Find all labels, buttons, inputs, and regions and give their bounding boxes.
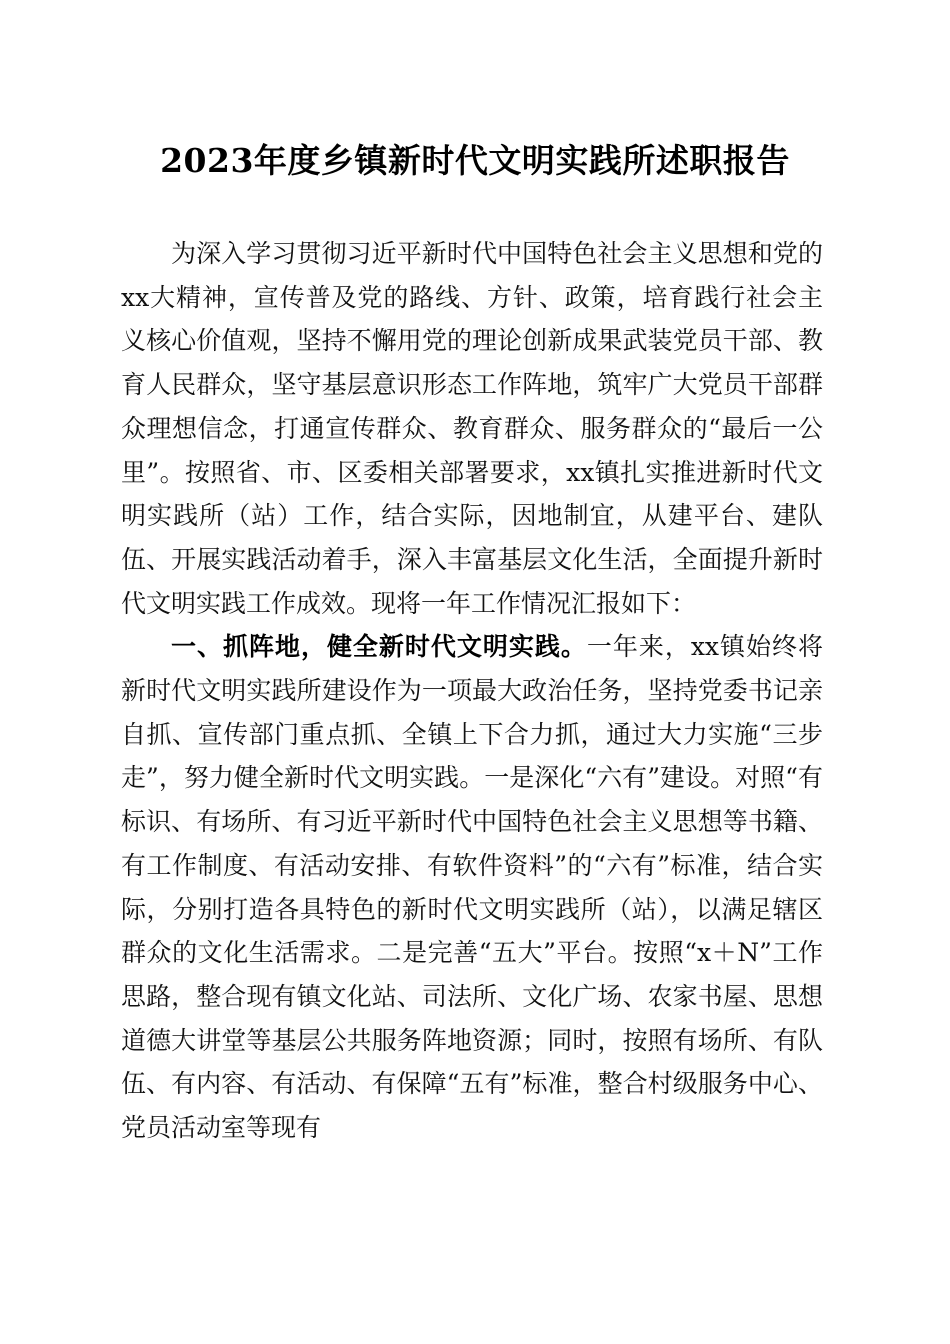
section-1-heading: 一、抓阵地，健全新时代文明实践。 <box>171 632 587 662</box>
section-1-paragraph <box>121 625 823 1149</box>
section-1-body: 一年来，xx镇始终将新时代文明实践所建设作为一项最大政治任务，坚持党委书记亲自抓、宣传部门重点抓、全镇上下合力抓，通过大力实施“三步走”，努力健全新时代文明实践。一是深化“六有”建设。对照“有标识、有场所、有习近平新时代中国特色社会主义思想等书籍、有工作制度、有活动安排、有软件资料”的“六有”标准，结合实际，分别打造各具特色的新时代文明实践所（站），以满足辖区群众的文化生活需求。二是完善“五大”平台。按照“x＋N”工作思路，整合现有镇文化站、司法所、文化广场、农家书屋、思想道德大讲堂等基层公共服务阵地资源；同时，按照有场所、有队伍、有内容、有活动、有保障“五有”标准，整合村级服务中心、党员活动室等现有 <box>121 632 823 1143</box>
intro-paragraph: 为深入学习贯彻习近平新时代中国特色社会主义思想和党的xx大精神，宣传普及党的路线、方针、政策，培育践行社会主义核心价值观，坚持不懈用党的理论创新成果武装党员干部、教育人民群众，坚守基层意识形态工作阵地，筑牢广大党员干部群众理想信念，打通宣传群众、教育群众、服务群众的“最后一公里”。按照省、市、区委相关部署要求，xx镇扎实推进新时代文明实践所（站）工作，结合实际，因地制宜，从建平台、建队伍、开展实践活动着手，深入丰富基层文化生活，全面提升新时代文明实践工作成效。现将一年工作情况汇报如下： <box>121 239 823 618</box>
document-title: 2023年度乡镇新时代文明实践所述职报告 <box>160 141 790 180</box>
document-body <box>121 232 823 1150</box>
